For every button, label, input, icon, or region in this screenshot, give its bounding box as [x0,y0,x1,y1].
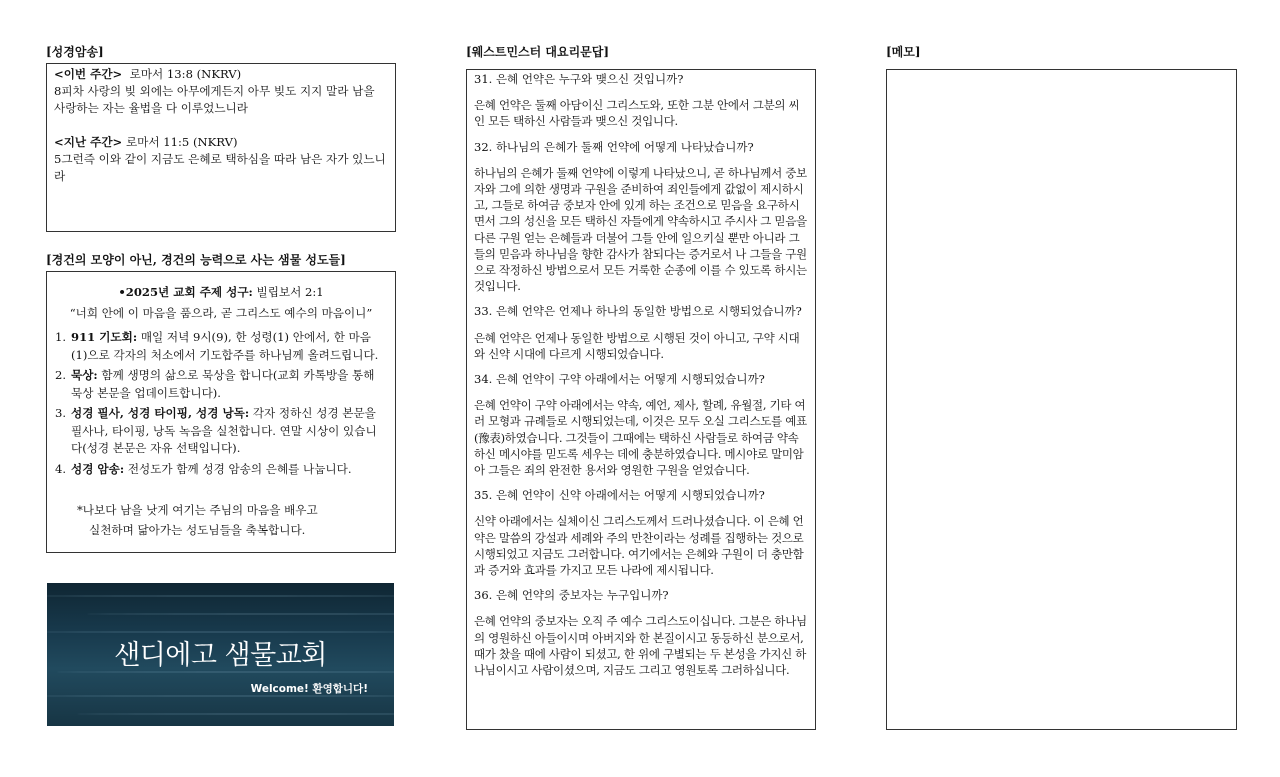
last-week-label: <지난 주간> [54,135,123,149]
church-theme-box [46,271,396,553]
memory-verse-header: [성경암송] [46,45,104,59]
last-week-reference: 로마서 11:5 (NKRV) [125,135,238,149]
answer: 은혜 언약이 구약 아래에서는 약속, 예언, 제사, 할례, 유월절, 기타 여러 모형과 규례들로 시행되었는데, 이것은 모두 오실 그리스도를 예표(豫表)하였습니다. 그것들이 그때에는 택하신 사람들로 하여금 약속하신 메시야를 믿도록 세우는 데에 충분하였습니다. 메시야로 말미암아 그들은 죄의 완전한 용서와 영원한 구원을 얻었습니다. [474,398,807,478]
list-item: 3. 성경 필사, 성경 타이핑, 성경 낭독: 각자 정하신 성경 본문을 필사나, 타이핑, 낭독 녹음을 실천합니다. 연말 시상이 있습니다(성경 본문은 자유 선택입니다). [55,406,377,455]
list-item: 4. 성경 암송: 전성도가 함께 성경 암송의 은혜를 나눕니다. [55,461,352,476]
year-theme-label: •2025년 교회 주제 성구: [118,285,253,299]
this-week-line [54,66,388,83]
this-week-verse: 8피차 사랑의 빚 외에는 아무에게든지 아무 빚도 지지 말라 남을 사랑하는 자는 율법을 다 이루었느니라 [54,84,375,115]
welcome-text: Welcome! 환영합니다! [250,683,368,695]
question: 33. 은혜 언약은 언제나 하나의 동일한 방법으로 시행되었습니까? [474,304,802,319]
memory-verse-box [46,63,396,232]
activity-list [55,329,387,478]
year-theme-line [55,284,387,302]
catechism-header: [웨스트민스터 대요리문답] [466,45,610,59]
year-theme-reference: 빌립보서 2:1 [256,285,324,299]
question: 36. 은혜 언약의 중보자는 누구입니까? [474,588,669,603]
memo-header: [메모] [886,45,921,59]
question: 34. 은혜 언약이 구약 아래에서는 어떻게 시행되었습니까? [474,372,765,387]
this-week-reference: 로마서 13:8 (NKRV) [129,67,242,81]
church-banner [47,583,394,726]
list-item: 2. 묵상: 함께 생명의 삶으로 묵상을 합니다(교회 카톡방을 통해 묵상 본문을 업데이트합니다). [55,368,375,400]
answer: 은혜 언약은 언제나 동일한 방법으로 시행된 것이 아니고, 구약 시대와 신약 시대에 다르게 시행되었습니다. [474,330,800,361]
answer: 은혜 언약의 중보자는 오직 주 예수 그리스도이십니다. 그분은 하나님의 영원하신 아들이시며 아버지와 한 본질이시고 동등하신 분으로서, 때가 찼을 때에 사람이 되셨고, 한 위에 구별되는 두 본성을 가지신 하나님이시고 사람이셨으며, 지금도 그리고 영원토록 그러하십니다. [474,614,807,678]
closing-blessing: *나보다 남을 낫게 여기는 주님의 마음을 배우고 실천하며 닮아가는 성도님들을 축복합니다. [77,503,318,537]
answer: 신약 아래에서는 실체이신 그리스도께서 드러나셨습니다. 이 은혜 언약은 말씀의 강설과 세례와 주의 만찬이라는 성례를 집행하는 것으로 시행되었고 지금도 그러합니다. 여기에서는 은혜와 구원이 더 충만함과 증거와 효과를 가지고 모든 나라에 제시됩니다. [474,514,804,578]
question: 32. 하나님의 은혜가 둘째 언약에 어떻게 나타났습니까? [474,139,754,154]
answer: 하나님의 은혜가 둘째 언약에 이렇게 나타났으니, 곧 하나님께서 중보자와 그에 의한 생명과 구원을 준비하여 죄인들에게 값없이 제시하시고, 그들로 하여금 중보자 안에 있게 하는 조건으로 믿음을 요구하시면서 그의 성신을 모든 택하신 자들에게 약속하시고 주시사 그 믿음을 다른 구원 얻는 은혜들과 더불어 그들 안에 일으키실 뿐만 아니라 그들의 믿음과 하나님을 향한 감사가 참되다는 증거로서 나 그들을 구원으로 작정하신 방법으로서 모든 거룩한 순종에 이를 수 있도록 하시는 것입니다. [474,165,807,294]
theme-verse: “너희 안에 이 마음을 품으라, 곧 그리스도 예수의 마음이니” [69,305,373,320]
last-week-line [54,134,388,151]
question: 35. 은혜 언약이 신약 아래에서는 어떻게 시행되었습니까? [474,488,765,503]
list-item: 1. 911 기도회: 매일 저녁 9시(9), 한 성령(1) 안에서, 한 마음(1)으로 각자의 처소에서 기도합주를 하나님께 올려드립니다. [55,330,379,362]
last-week-verse: 5그런즉 이와 같이 지금도 은혜로 택하심을 따라 남은 자가 있느니라 [54,152,386,183]
this-week-label: <이번 주간> [54,67,123,81]
theme-header: [경건의 모양이 아닌, 경건의 능력으로 사는 샘물 성도들] [46,253,346,267]
catechism-box [466,69,816,730]
memo-box[interactable] [886,69,1237,730]
question: 31. 은혜 언약은 누구와 맺으신 것입니까? [474,72,684,86]
answer: 은혜 언약은 둘째 아담이신 그리스도와, 또한 그분 안에서 그분의 씨인 모든 택하신 사람들과 맺으신 것입니다. [474,98,800,129]
church-name: 샌디에고 샘물교회 [114,640,327,671]
